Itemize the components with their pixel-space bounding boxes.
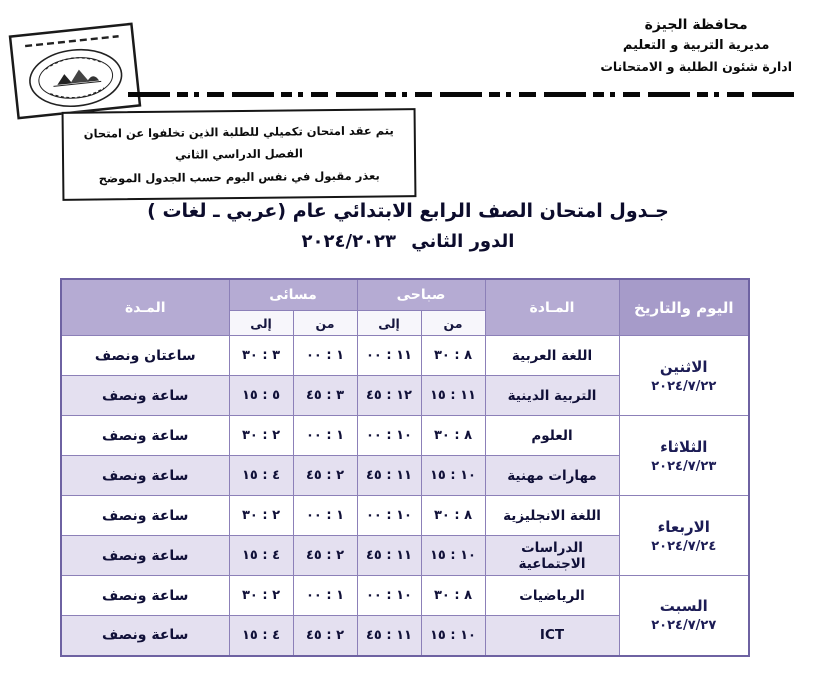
morning-to-cell: ١١ : ٤٥ (357, 536, 421, 576)
duration-cell: ساعة ونصف (61, 456, 229, 496)
morning-from-cell: ١٠ : ١٥ (421, 456, 485, 496)
day-name: الثلاثاء (660, 437, 708, 456)
evening-from-cell: ٣ : ٤٥ (293, 376, 357, 416)
morning-to-cell: ١٠ : ٠٠ (357, 416, 421, 456)
subject-cell: التربية الدينية (485, 376, 619, 416)
table-row (61, 496, 749, 536)
day-date: ٢٠٢٤/٧/٢٧ (651, 618, 717, 634)
duration-cell: ساعة ونصف (61, 576, 229, 616)
morning-from-cell: ٨ : ٣٠ (421, 336, 485, 376)
duration-cell: ساعتان ونصف (61, 336, 229, 376)
day-name: السبت (659, 597, 708, 616)
day-date: ٢٠٢٤/٧/٢٣ (651, 458, 717, 474)
table-row (61, 576, 749, 616)
document-title-block (0, 200, 816, 252)
day-cell (619, 416, 749, 496)
subject-cell: الدراسات الاجتماعية (485, 536, 619, 576)
col-header-duration: المـدة (61, 279, 229, 336)
morning-from-cell: ١٠ : ١٥ (421, 536, 485, 576)
col-header-day-date: اليوم والتاريخ (619, 279, 749, 336)
subject-cell: اللغة العربية (485, 336, 619, 376)
duration-cell: ساعة ونصف (61, 376, 229, 416)
exam-schedule-table (60, 278, 750, 657)
evening-to-cell: ٢ : ٣٠ (229, 576, 293, 616)
duration-cell: ساعة ونصف (61, 496, 229, 536)
governorate-name: محافظة الجيزة (644, 17, 748, 33)
evening-from-cell: ٢ : ٤٥ (293, 616, 357, 656)
morning-from-cell: ٨ : ٣٠ (421, 416, 485, 456)
day-cell (619, 576, 749, 656)
supplementary-exam-notice (62, 108, 417, 201)
day-name: الاثنين (659, 357, 708, 376)
decorative-dashed-divider (128, 92, 794, 97)
evening-to-cell: ٢ : ٣٠ (229, 416, 293, 456)
evening-to-cell: ٢ : ٣٠ (229, 496, 293, 536)
school-stamp-logo (8, 22, 142, 121)
subject-cell: اللغة الانجليزية (485, 496, 619, 536)
day-cell (619, 496, 749, 576)
subject-cell: ICT (485, 616, 619, 656)
table-row (61, 336, 749, 376)
table-row (61, 416, 749, 456)
directorate-name: مديرية التربية و التعليم (622, 38, 770, 54)
exam-round-label: الدور الثاني (411, 231, 515, 252)
page-title: جـدول امتحان الصف الرابع الابتدائي عام (عربي ـ لغات ) (147, 200, 669, 222)
evening-to-cell: ٤ : ١٥ (229, 456, 293, 496)
morning-from-cell: ٨ : ٣٠ (421, 496, 485, 536)
evening-from-cell: ١ : ٠٠ (293, 496, 357, 536)
morning-from-cell: ١٠ : ١٥ (421, 616, 485, 656)
day-name: الاربعاء (657, 517, 710, 536)
morning-to-cell: ١٢ : ٤٥ (357, 376, 421, 416)
evening-to-cell: ٥ : ١٥ (229, 376, 293, 416)
subject-cell: العلوم (485, 416, 619, 456)
evening-from-cell: ١ : ٠٠ (293, 416, 357, 456)
subheader-evening-to: إلى (229, 311, 293, 336)
duration-cell: ساعة ونصف (61, 616, 229, 656)
administration-name: ادارة شئون الطلبة و الامتحانات (600, 59, 792, 75)
evening-from-cell: ٢ : ٤٥ (293, 456, 357, 496)
day-date: ٢٠٢٤/٧/٢٤ (651, 538, 717, 554)
subheader-morning-from: من (421, 311, 485, 336)
evening-from-cell: ١ : ٠٠ (293, 576, 357, 616)
governorate-header (600, 14, 792, 77)
evening-to-cell: ٤ : ١٥ (229, 536, 293, 576)
notice-line-1: يتم عقد امتحان تكميلي للطلبة الذين تخلفوا عن امتحان الفصل الدراسي الثاني (83, 123, 394, 163)
morning-to-cell: ١٠ : ٠٠ (357, 496, 421, 536)
evening-from-cell: ٢ : ٤٥ (293, 536, 357, 576)
morning-to-cell: ١٠ : ٠٠ (357, 576, 421, 616)
day-cell (619, 336, 749, 416)
morning-from-cell: ١١ : ١٥ (421, 376, 485, 416)
col-header-evening: مسائى (229, 279, 357, 311)
morning-from-cell: ٨ : ٣٠ (421, 576, 485, 616)
page-subtitle (0, 231, 816, 252)
duration-cell: ساعة ونصف (61, 416, 229, 456)
duration-cell: ساعة ونصف (61, 536, 229, 576)
day-date: ٢٠٢٤/٧/٢٢ (651, 378, 717, 394)
morning-to-cell: ١١ : ٤٥ (357, 456, 421, 496)
stamp-emblem-icon (8, 22, 142, 121)
subheader-evening-from: من (293, 311, 357, 336)
subject-cell: الرياضيات (485, 576, 619, 616)
academic-year: ٢٠٢٤/٢٠٢٣ (301, 231, 397, 252)
subject-cell: مهارات مهنية (485, 456, 619, 496)
col-header-subject: المـادة (485, 279, 619, 336)
evening-to-cell: ٤ : ١٥ (229, 616, 293, 656)
notice-line-2: بعذر مقبول في نفس اليوم حسب الجدول الموضح (98, 168, 380, 186)
evening-from-cell: ١ : ٠٠ (293, 336, 357, 376)
subheader-morning-to: إلى (357, 311, 421, 336)
morning-to-cell: ١١ : ٤٥ (357, 616, 421, 656)
evening-to-cell: ٣ : ٣٠ (229, 336, 293, 376)
morning-to-cell: ١١ : ٠٠ (357, 336, 421, 376)
col-header-morning: صباحى (357, 279, 485, 311)
